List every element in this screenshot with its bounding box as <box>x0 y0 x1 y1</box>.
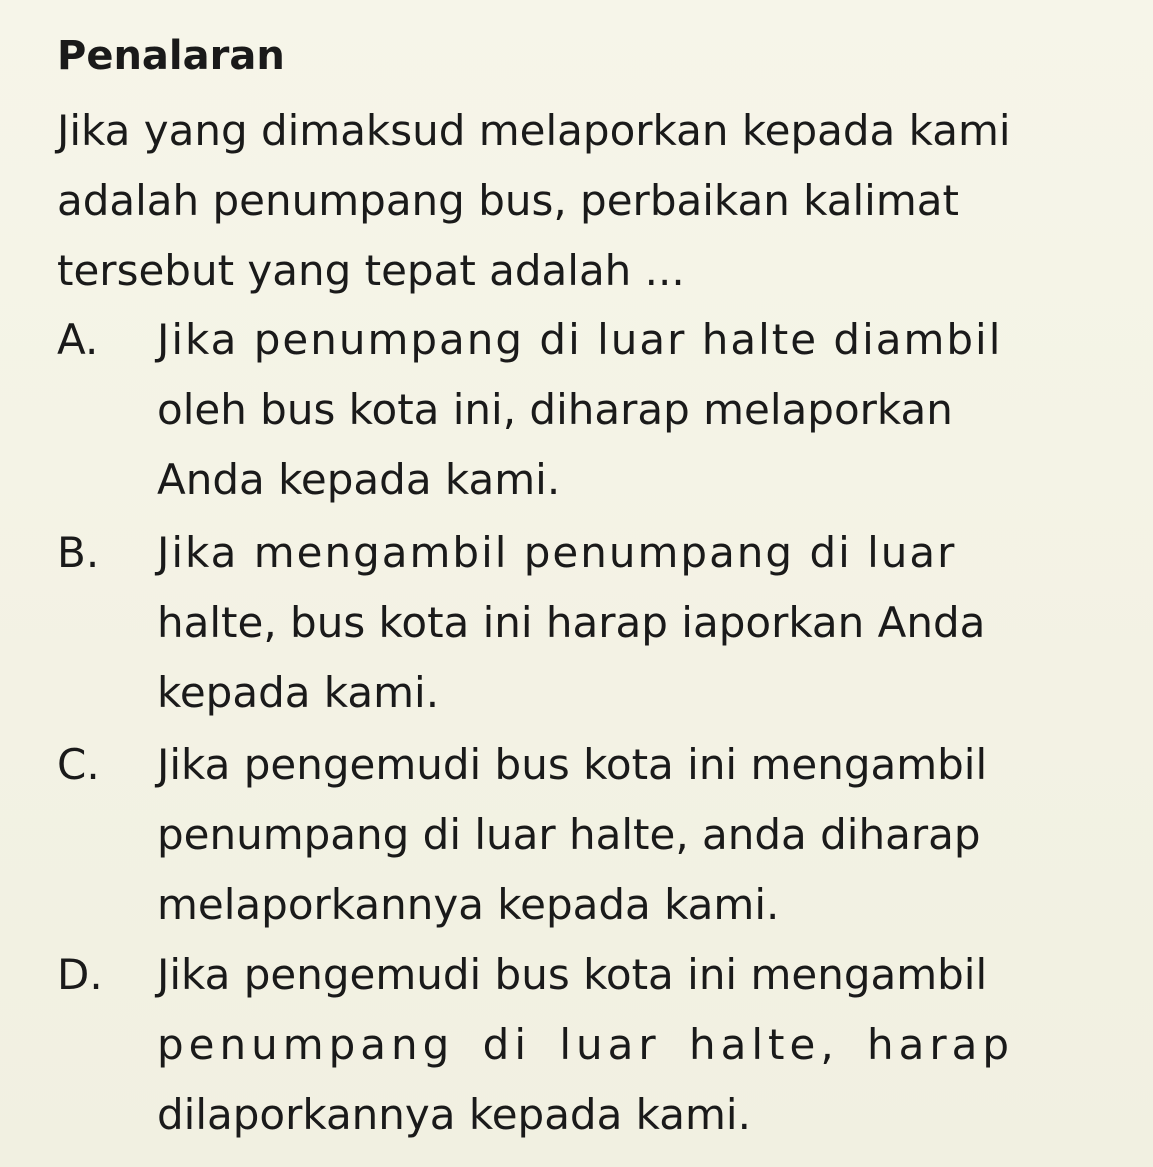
option-letter: C. <box>57 740 100 789</box>
option-text <box>157 730 1097 940</box>
option-text <box>157 305 1097 515</box>
option-line: Jika pengemudi bus kota ini mengambil <box>157 740 988 789</box>
option-text <box>157 940 1097 1150</box>
option-line: Jika pengemudi bus kota ini mengambil <box>157 950 988 999</box>
option-letter: B. <box>57 528 100 577</box>
option-text <box>157 518 1097 728</box>
question-line: Jika yang dimaksud melaporkan kepada kami <box>57 106 1011 155</box>
option-line: dilaporkannya kepada kami. <box>157 1090 751 1139</box>
option-line: melaporkannya kepada kami. <box>157 880 780 929</box>
question-line: tersebut yang tepat adalah ... <box>57 246 685 295</box>
question-line: adalah penumpang bus, perbaikan kalimat <box>57 176 959 225</box>
option-letter: D. <box>57 950 103 999</box>
option-line: penumpang di luar halte, anda diharap <box>157 810 981 859</box>
option-line: Anda kepada kami. <box>157 455 561 504</box>
option-line: penumpang di luar halte, harap <box>157 1020 1015 1069</box>
question-stem <box>57 96 1117 306</box>
option-line: oleh bus kota ini, diharap melaporkan <box>157 385 953 434</box>
option-line: Jika mengambil penumpang di luar <box>157 528 957 577</box>
section-title: Penalaran <box>57 33 285 79</box>
option-letter: A. <box>57 315 99 364</box>
option-line: Jika penumpang di luar halte diambil <box>157 315 1003 364</box>
option-line: halte, bus kota ini harap iaporkan Anda <box>157 598 986 647</box>
option-line: kepada kami. <box>157 668 440 717</box>
